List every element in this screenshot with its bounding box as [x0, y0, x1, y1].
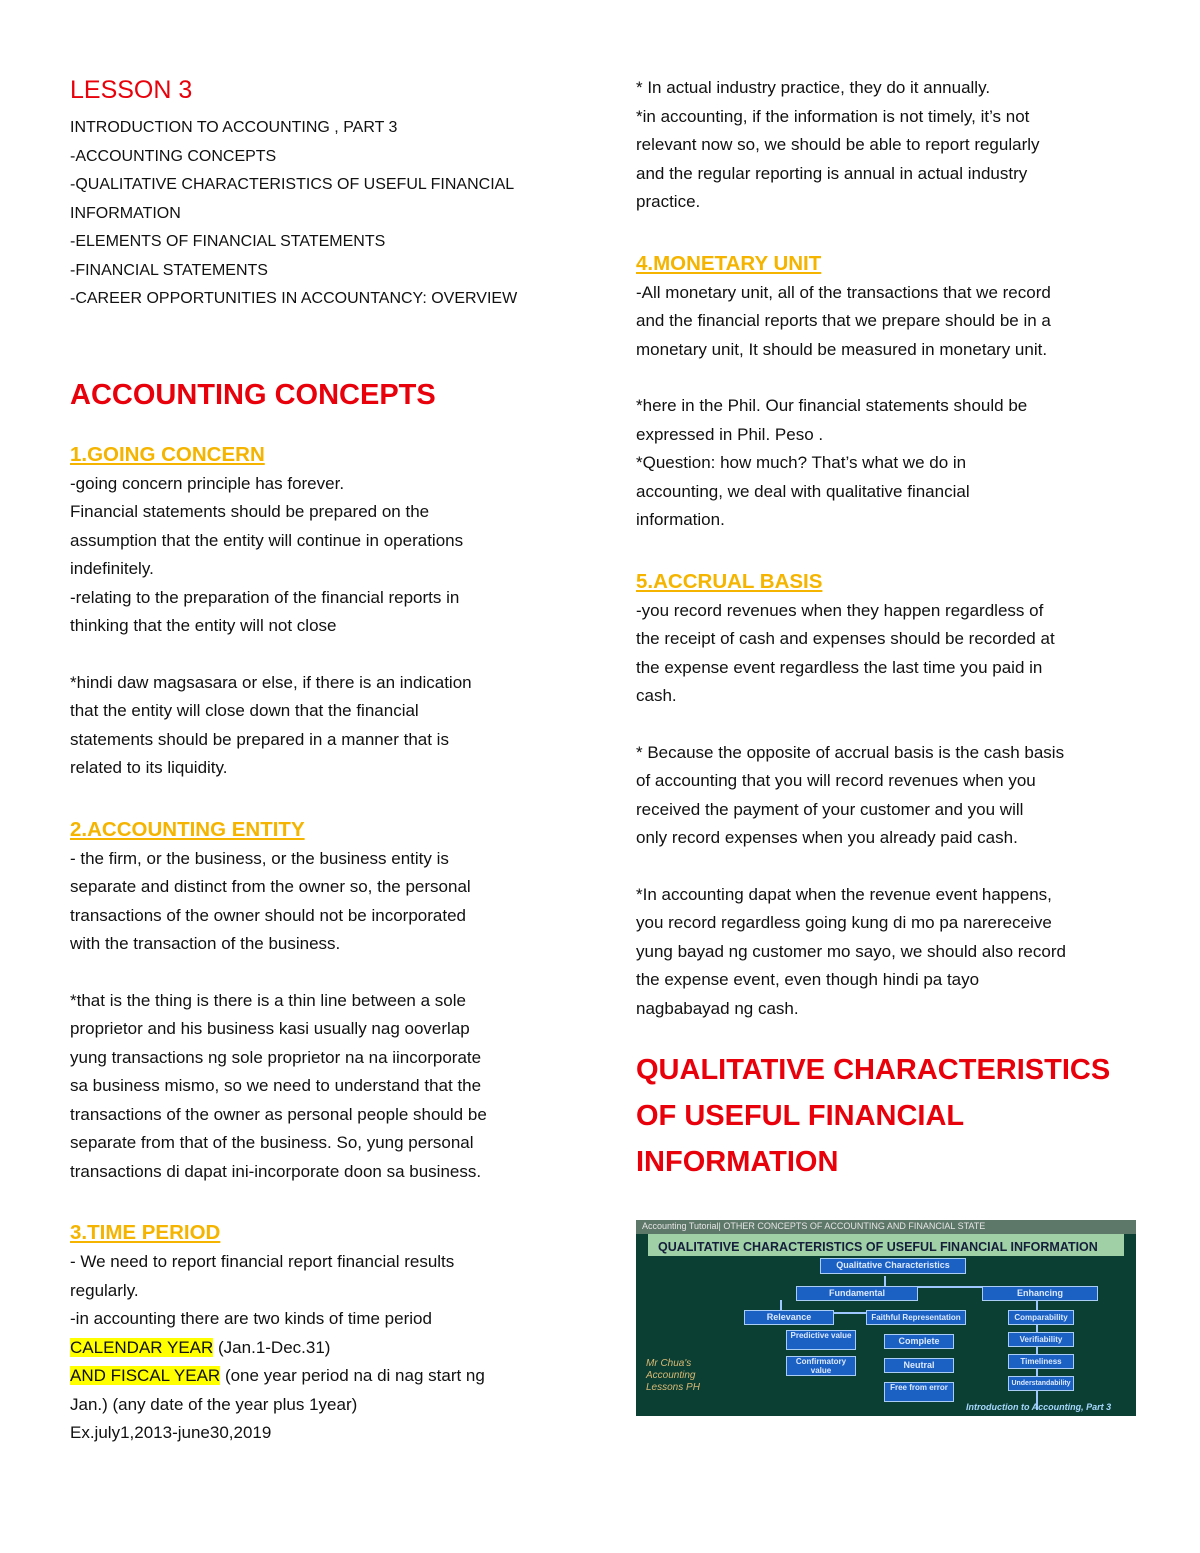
text-line: -going concern principle has forever. — [70, 473, 345, 493]
text-line: the expense event, even though hindi pa tayo — [636, 970, 980, 989]
text-line: proprietor and his business kasi usually nag ooverlap — [70, 1019, 470, 1038]
text-line: relevant now so, we should be able to report regularly — [636, 135, 1040, 154]
node-complete: Complete — [884, 1334, 954, 1349]
text-line: Jan.) (any date of the year plus 1year) — [70, 1394, 358, 1414]
text-line: separate and distinct from the owner so, the personal — [70, 877, 471, 896]
node-verifiability: Verifiability — [1008, 1332, 1074, 1347]
toc-line: -QUALITATIVE CHARACTERISTICS OF USEFUL FINANCIAL — [70, 176, 515, 193]
fiscal-year-desc: (one year period na di nag start ng — [220, 1366, 485, 1385]
connector-line — [884, 1276, 886, 1286]
right-column — [636, 74, 1136, 1185]
node-qualitative-characteristics: Qualitative Characteristics — [820, 1258, 966, 1274]
heading-time-period: 3.TIME PERIOD — [70, 1221, 221, 1244]
text-line: practice. — [636, 192, 701, 211]
text-line: and the financial reports that we prepare should be in a — [636, 311, 1051, 330]
node-relevance: Relevance — [744, 1310, 834, 1325]
node-understandability: Understandability — [1008, 1376, 1074, 1391]
node-fundamental: Fundamental — [796, 1286, 918, 1301]
text-line: *here in the Phil. Our financial statements should be — [636, 396, 1028, 415]
text-line: nagbabayad ng cash. — [636, 998, 799, 1018]
toc-line: -ELEMENTS OF FINANCIAL STATEMENTS — [70, 233, 386, 250]
left-column — [70, 74, 570, 1448]
node-comparability: Comparability — [1008, 1310, 1074, 1325]
text-line: *that is the thing is there is a thin line between a sole — [70, 990, 466, 1010]
section-title-qualitative: OF USEFUL FINANCIAL — [636, 1100, 965, 1132]
text-line: * In actual industry practice, they do it annually. — [636, 78, 991, 97]
text-line: transactions di dapat ini-incorporate doon sa business. — [70, 1161, 482, 1181]
heading-monetary-unit: 4.MONETARY UNIT — [636, 251, 822, 275]
text-line: separate from that of the business. So, yung personal — [70, 1133, 474, 1152]
toc-line: INTRODUCTION TO ACCOUNTING , PART 3 — [70, 119, 398, 136]
node-free-from-error: Free from error — [884, 1382, 954, 1402]
text-line: and the regular reporting is annual in actual industry — [636, 163, 1028, 183]
text-line: indefinitely. — [70, 559, 154, 578]
lesson-title: LESSON 3 — [70, 76, 193, 104]
text-line: you record regardless going kung di mo pa narereceive — [636, 913, 1052, 932]
figure-top-strip — [636, 1220, 1136, 1234]
text-line: - We need to report financial report financial results — [70, 1252, 455, 1271]
fiscal-year-line — [70, 1362, 570, 1391]
text-line: *in accounting, if the information is not timely, it’s not — [636, 106, 1030, 126]
text-line: * Because the opposite of accrual basis is the cash basis — [636, 742, 1065, 762]
text-line: accounting, we deal with qualitative financial — [636, 481, 970, 501]
node-faithful-representation: Faithful Representation — [866, 1310, 966, 1325]
node-neutral: Neutral — [884, 1358, 954, 1373]
figure-caption: Introduction to Accounting, Part 3 — [966, 1402, 1112, 1412]
text-line: of accounting that you will record revenues when you — [636, 771, 1036, 790]
section-title-qualitative: QUALITATIVE CHARACTERISTICS — [636, 1054, 1111, 1086]
text-line: - the firm, or the business, or the business entity is — [70, 848, 449, 868]
fiscal-year-highlight: AND FISCAL YEAR — [70, 1366, 221, 1385]
toc-line: -ACCOUNTING CONCEPTS — [70, 147, 277, 165]
heading-accounting-entity: 2.ACCOUNTING ENTITY — [70, 817, 305, 841]
text-line: the expense event regardless the last time you paid in — [636, 657, 1043, 677]
text-line: transactions of the owner as personal people should be — [70, 1104, 487, 1124]
connector-line — [780, 1300, 782, 1310]
section-title-accounting-concepts: ACCOUNTING CONCEPTS — [70, 378, 436, 411]
calendar-year-highlight: CALENDAR YEAR — [70, 1337, 214, 1357]
text-line: sa business mismo, so we need to understand that the — [70, 1076, 482, 1095]
text-line: *hindi daw magsasara or else, if there is an indication — [70, 672, 472, 692]
text-line: statements should be prepared in a manner that is — [70, 729, 449, 749]
heading-accrual-basis: 5.ACCRUAL BASIS — [636, 569, 823, 593]
figure-title: QUALITATIVE CHARACTERISTICS OF USEFUL FINANCIAL INFORMATION — [658, 1240, 1098, 1254]
text-line: monetary unit, It should be measured in monetary unit. — [636, 339, 1048, 359]
text-line: Ex.july1,2013-june30,2019 — [70, 1423, 272, 1442]
figure-watermark: Mr Chua's Accounting Lessons PH — [646, 1358, 700, 1393]
text-line: assumption that the entity will continue in operations — [70, 530, 464, 550]
toc-line: -CAREER OPPORTUNITIES IN ACCOUNTANCY: OVERVIEW — [70, 290, 518, 307]
text-line: yung transactions ng sole proprietor na na iincorporate — [70, 1047, 482, 1067]
text-line: thinking that the entity will not close — [70, 616, 337, 635]
text-line: -All monetary unit, all of the transactions that we record — [636, 282, 1051, 302]
text-line: information. — [636, 510, 725, 529]
heading-going-concern: 1.GOING CONCERN — [70, 442, 265, 466]
text-line: -you record revenues when they happen regardless of — [636, 600, 1044, 620]
text-line: cash. — [636, 686, 677, 705]
section-title-qualitative: INFORMATION — [636, 1146, 839, 1178]
toc-line: -FINANCIAL STATEMENTS — [70, 261, 268, 279]
text-line: received the payment of your customer and you will — [636, 799, 1024, 819]
figure-top-strip-text: Accounting Tutorial| OTHER CONCEPTS OF ACCOUNTING AND FINANCIAL STATE — [642, 1221, 986, 1231]
node-enhancing: Enhancing — [982, 1286, 1098, 1301]
text-line: the receipt of cash and expenses should be recorded at — [636, 629, 1055, 648]
text-line: related to its liquidity. — [70, 758, 228, 777]
text-line: transactions of the owner should not be incorporated — [70, 905, 466, 925]
node-timeliness: Timeliness — [1008, 1354, 1074, 1369]
text-line: Financial statements should be prepared on the — [70, 502, 430, 521]
text-line: yung bayad ng customer mo sayo, we should also record — [636, 941, 1066, 961]
toc-line: INFORMATION — [70, 204, 181, 222]
text-line: -in accounting there are two kinds of time period — [70, 1309, 432, 1328]
text-line: that the entity will close down that the financial — [70, 701, 419, 720]
calendar-year-range: (Jan.1-Dec.31) — [213, 1337, 331, 1357]
text-line: regularly. — [70, 1280, 139, 1300]
text-line: only record expenses when you already paid cash. — [636, 828, 1018, 847]
text-line: *Question: how much? That’s what we do in — [636, 453, 967, 472]
text-line: with the transaction of the business. — [70, 934, 341, 953]
qualitative-characteristics-figure — [636, 1220, 1136, 1416]
text-line: expressed in Phil. Peso . — [636, 424, 824, 444]
text-line: -relating to the preparation of the financial reports in — [70, 587, 460, 607]
node-confirmatory-value: Confirmatory value — [786, 1356, 856, 1376]
calendar-year-line — [70, 1334, 570, 1363]
node-predictive-value: Predictive value — [786, 1330, 856, 1350]
text-line: *In accounting dapat when the revenue event happens, — [636, 884, 1052, 904]
